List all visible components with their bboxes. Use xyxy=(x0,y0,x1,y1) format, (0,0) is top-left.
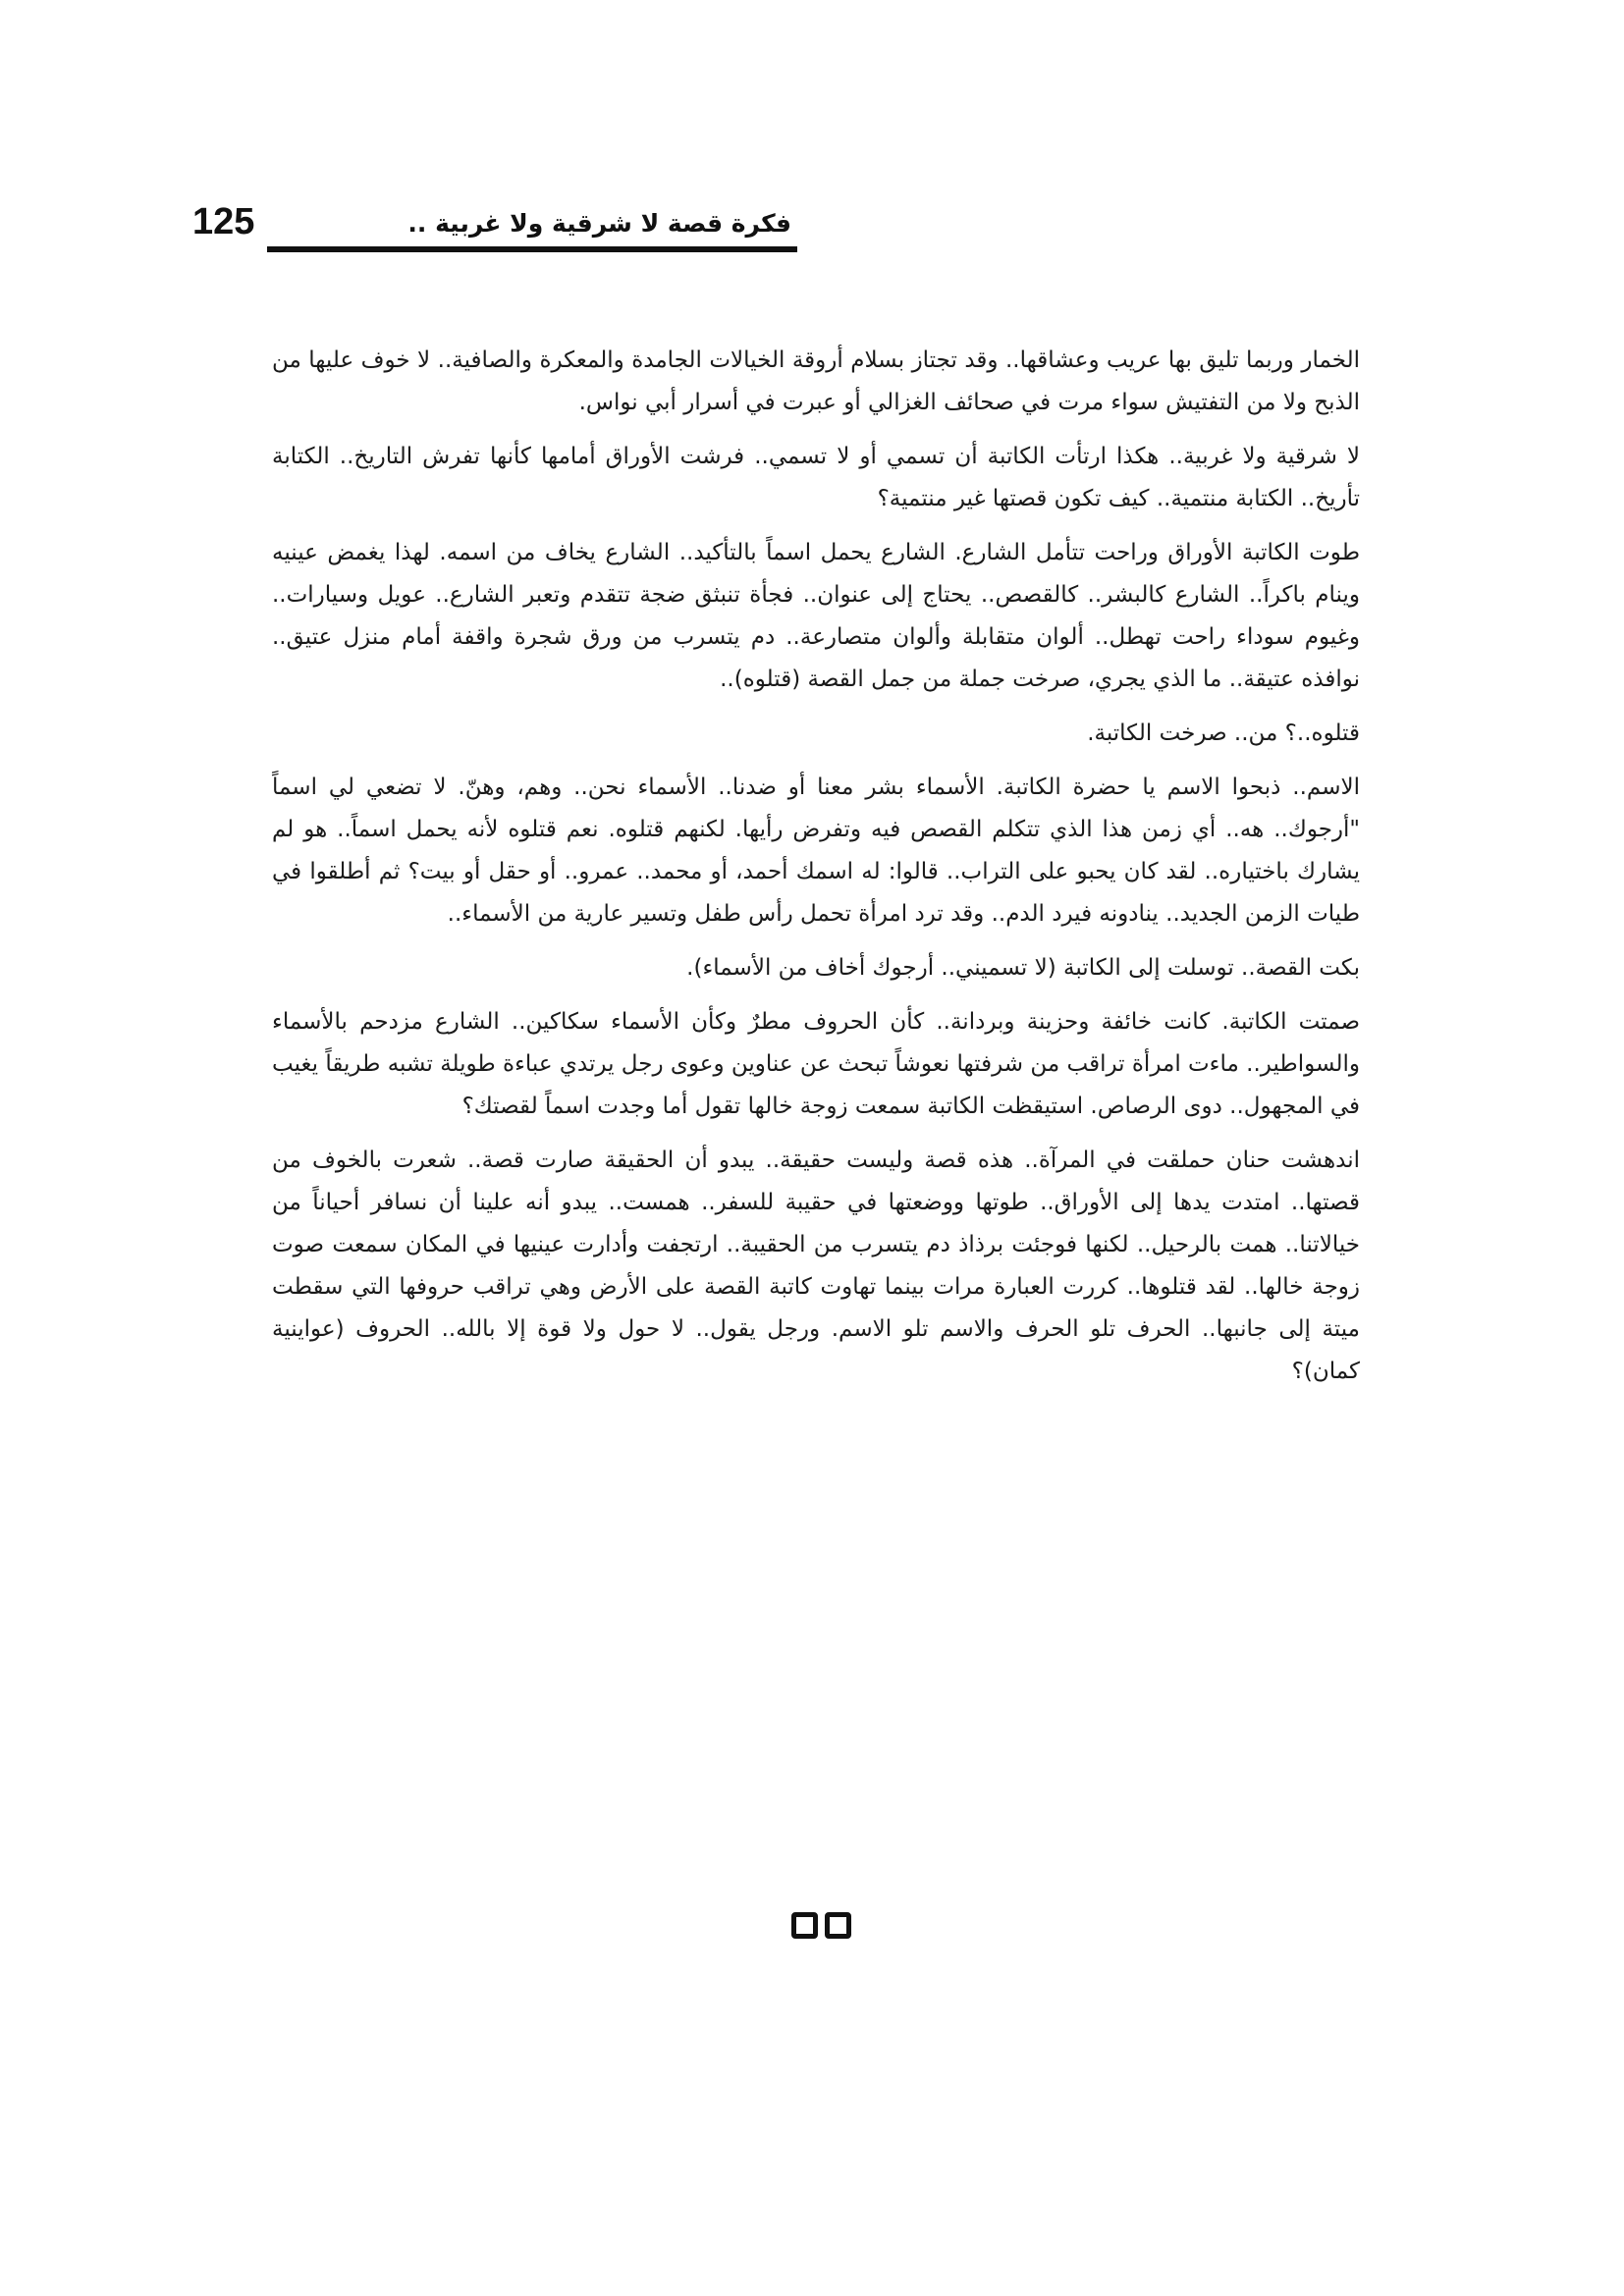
body-text xyxy=(272,340,1360,1405)
paragraph: صمتت الكاتبة. كانت خائفة وحزينة وبردانة.. كأن الحروف مطرٌ وكأن الأسماء سكاكين.. الشارع مزدحم بالأسماء والسواطير.. ماءت امرأة تراقب من شرفتها نعوشاً تبحث عن عناوين وعوى رجل يرتدي عباءة طويلة تشبه طريقاً يغيب في المجهول.. دوى الرصاص. استيقظت الكاتبة سمعت زوجة خالها تقول أما وجدت اسماً لقصتك؟ xyxy=(272,1009,1360,1119)
paragraph: الخمار وربما تليق بها عريب وعشاقها.. وقد تجتاز بسلام أروقة الخيالات الجامدة والمعكرة والصافية.. لا خوف عليها من الذبح ولا من التفتيش سواء مرت في صحائف الغزالي أو عبرت في أسرار أبي نواس. xyxy=(272,347,1360,415)
paragraph: الاسم.. ذبحوا الاسم يا حضرة الكاتبة. الأسماء بشر معنا أو ضدنا.. الأسماء نحن.. وهم، وهنّ. لا تضعي لي اسماً "أرجوك.. هه.. أي زمن هذا الذي تتكلم القصص فيه وتفرض رأيها. لكنهم قتلوه. نعم قتلوه لأنه يحمل اسماً.. هو لم يشارك باختياره.. لقد كان يحبو على التراب.. قالوا: له اسمك أحمد، أو محمد.. عمرو.. أو حقل أو بيت؟ ثم أطلقوا في طيات الزمن الجديد.. ينادونه فيرد الدم.. وقد ترد امرأة تحمل رأس طفل وتسير عارية من الأسماء.. xyxy=(272,774,1360,927)
ornament-square-icon xyxy=(791,1912,818,1939)
paragraph: اندهشت حنان حملقت في المرآة.. هذه قصة وليست حقيقة.. يبدو أن الحقيقة صارت قصة.. شعرت بالخوف من قصتها.. امتدت يدها إلى الأوراق.. طوتها ووضعتها في حقيبة للسفر.. همست.. يبدو أنه علينا أن نسافر أحياناً من خيالاتنا.. همت بالرحيل.. لكنها فوجئت برذاذ دم يتسرب من الحقيبة.. ارتجفت وأدارت عينيها في المكان سمعت صوت زوجة خالها.. لقد قتلوها.. كررت العبارة مرات بينما تهاوت كاتبة القصة على الأرض وهي تراقب حروفها التي سقطت ميتة إلى جانبها.. الحرف تلو الحرف والاسم تلو الاسم. ورجل يقول.. لا حول ولا قوة إلا بالله.. الحروف (عواينية كمان)؟ xyxy=(272,1148,1360,1384)
page-number: 125 xyxy=(192,201,255,242)
header-rule xyxy=(267,246,797,252)
running-title: فكرة قصة لا شرقية ولا غربية .. xyxy=(407,209,791,238)
paragraph: لا شرقية ولا غربية.. هكذا ارتأت الكاتبة أن تسمي أو لا تسمي.. فرشت الأوراق أمامها كأنها تفرش التاريخ.. الكتابة تأريخ.. الكتابة منتمية.. كيف تكون قصتها غير منتمية؟ xyxy=(272,444,1360,511)
paragraph: بكت القصة.. توسلت إلى الكاتبة (لا تسميني.. أرجوك أخاف من الأسماء). xyxy=(686,955,1360,981)
page-end-ornament xyxy=(791,1912,851,1939)
paragraph: قتلوه..؟ من.. صرخت الكاتبة. xyxy=(1087,721,1360,746)
paragraph: طوت الكاتبة الأوراق وراحت تتأمل الشارع. الشارع يحمل اسماً بالتأكيد.. الشارع يخاف من اسمه. لهذا يغمض عينيه وينام باكراً.. الشارع كالبشر.. كالقصص.. يحتاج إلى عنوان.. فجأة تنبثق ضجة تتقدم وتعبر الشارع.. عويل وسيارات.. وغيوم سوداء راحت تهطل.. ألوان متقابلة وألوان متصارعة.. دم يتسرب من ورق شجرة واقفة أمام منزل عتيق.. نوافذه عتيقة.. ما الذي يجري، صرخت جملة من جمل القصة (قتلوه).. xyxy=(272,540,1360,692)
ornament-square-icon xyxy=(825,1912,851,1939)
